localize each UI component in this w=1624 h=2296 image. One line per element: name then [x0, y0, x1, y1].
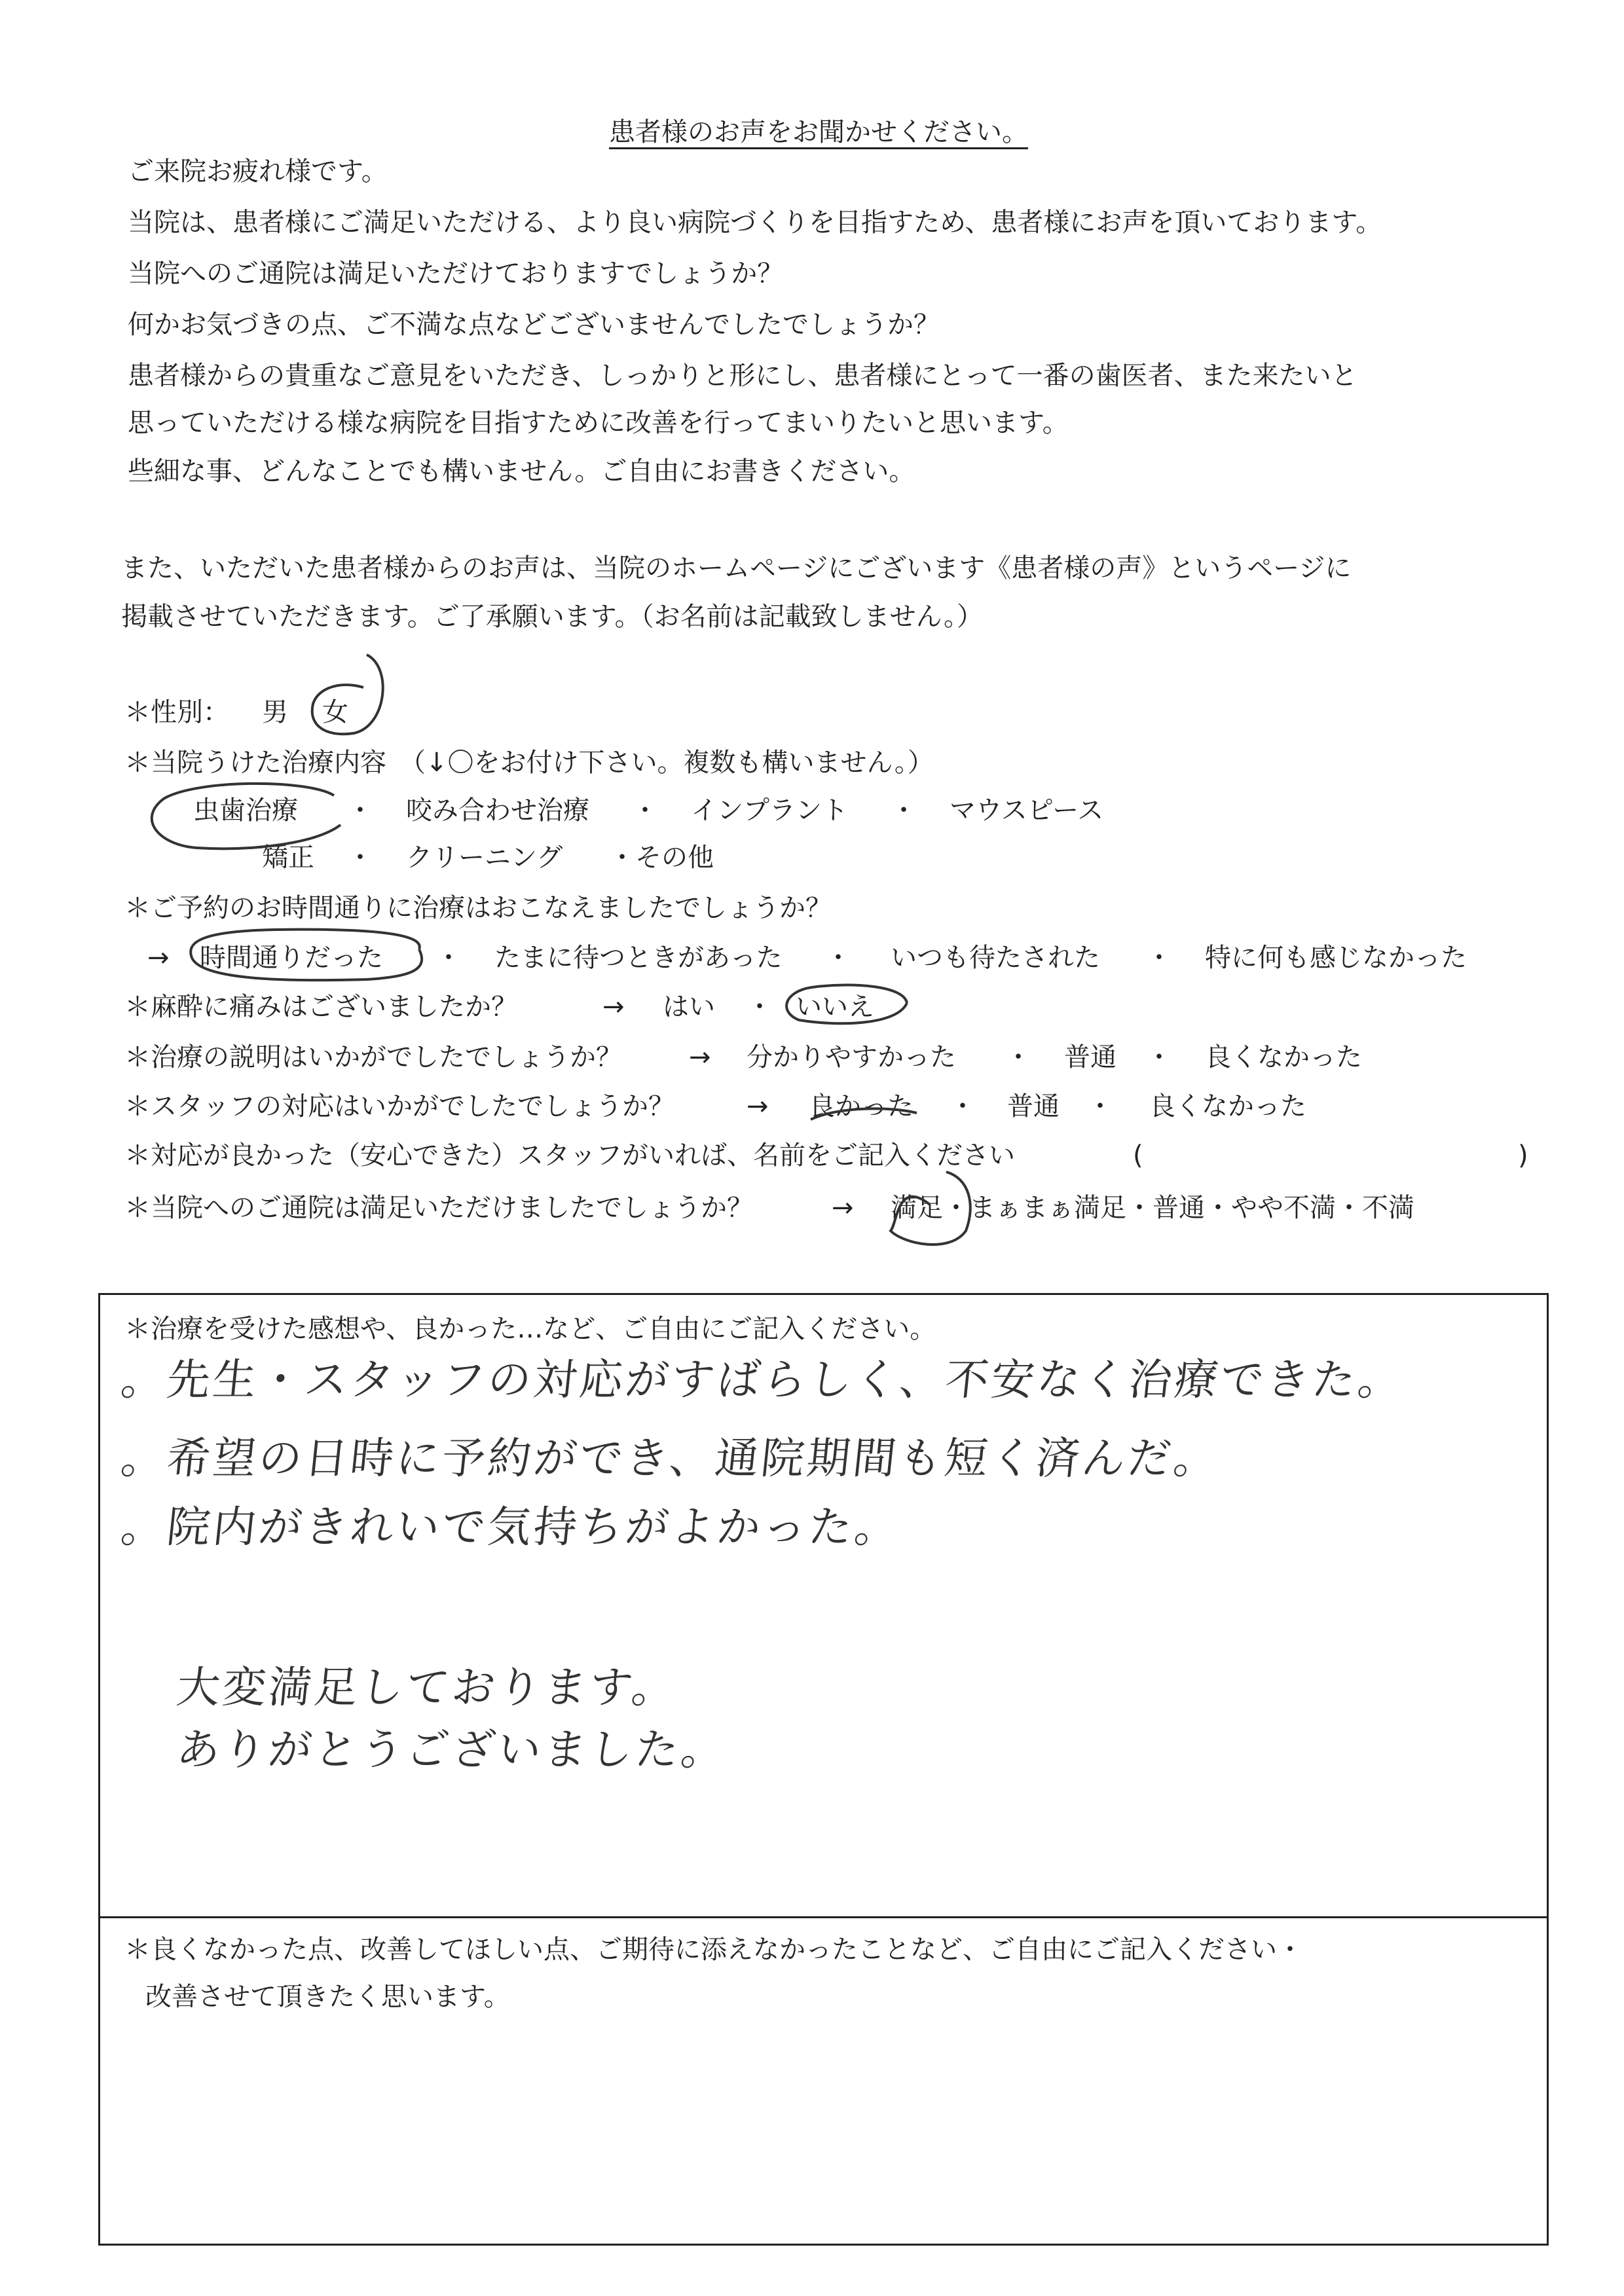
separator: ・	[347, 795, 373, 826]
arrow: →	[747, 1091, 769, 1121]
circle-mark	[891, 1172, 970, 1245]
timing-option-no-opinion[interactable]: 特に何も感じなかった	[1205, 943, 1467, 973]
treatment-option-cavity[interactable]: 虫歯治療	[193, 795, 298, 826]
staff-name-close-paren: )	[1518, 1140, 1528, 1171]
notice-line: 掲載させていただきます。ご了承願います。（お名前は記載致しません。）	[121, 602, 983, 632]
arrow: →	[689, 1042, 711, 1072]
staff-label: ＊スタッフの対応はいかがでしたでしょうか？	[124, 1091, 674, 1121]
pain-option-no[interactable]: いいえ	[796, 992, 874, 1022]
separator: ・	[1146, 1042, 1172, 1072]
complaints-label: ＊良くなかった点、改善してほしい点、ご期待に添えなかったことなど、ご自由にご記入ください・	[124, 1935, 1303, 1965]
treatment-option-orthodontics[interactable]: 矯正	[262, 843, 314, 873]
gender-option-female[interactable]: 女	[322, 697, 348, 727]
staff-option-normal[interactable]: 普通	[1007, 1091, 1060, 1121]
circle-mark	[191, 930, 422, 980]
arrow: →	[832, 1193, 854, 1223]
page-title: 患者様のお声をお聞かせください。	[609, 117, 1028, 147]
complaints-sub-label: 改善させて頂きたく思います。	[145, 1982, 510, 2012]
staff-option-bad[interactable]: 良くなかった	[1149, 1091, 1306, 1121]
explanation-option-clear[interactable]: 分かりやすかった	[747, 1042, 956, 1072]
circle-mark	[152, 784, 341, 848]
timing-option-always-wait[interactable]: いつも待たされた	[891, 943, 1100, 973]
treatment-option-implant[interactable]: インプラント	[691, 795, 848, 826]
arrow: →	[602, 992, 625, 1022]
handwritten-closing-line: 大変満足しております。	[174, 1662, 680, 1713]
circle-mark	[786, 985, 907, 1024]
staff-name-open-paren: (	[1133, 1140, 1143, 1171]
separator: ・	[747, 992, 773, 1022]
intro-line: 当院へのご通院は満足いただけておりますでしょうか？	[128, 259, 784, 289]
explanation-option-normal[interactable]: 普通	[1064, 1042, 1116, 1072]
intro-line: 患者様からの貴重なご意見をいただき、しっかりと形にし、患者様にとって一番の歯医者、また来たいと	[128, 361, 1357, 391]
separator: ・	[347, 843, 373, 873]
explanation-label: ＊治療の説明はいかがでしたでしょうか？	[124, 1042, 622, 1072]
treatment-label: ＊当院うけた治療内容 （↓〇をお付け下さい。複数も構いません。）	[124, 748, 934, 778]
separator: ・	[1087, 1091, 1113, 1121]
circle-mark	[811, 1108, 917, 1120]
separator: ・	[1146, 943, 1172, 973]
separator: ・	[1005, 1042, 1031, 1072]
handwritten-comment-line: 。先生・スタッフの対応がすばらしく、不安なく治療できた。	[119, 1355, 1407, 1405]
intro-line: 当院は、患者様にご満足いただける、より良い病院づくりを目指すため、患者様にお声を頂いております。	[128, 208, 1382, 238]
intro-line: ご来院お疲れ様です。	[128, 156, 388, 187]
satisfaction-option-satisfied[interactable]: 満足	[891, 1193, 943, 1223]
treatment-option-mouthpiece[interactable]: マウスピース	[950, 795, 1104, 826]
intro-line: 思っていただける様な病院を目指すために改善を行ってまいりたいと思います。	[128, 408, 1069, 438]
explanation-option-bad[interactable]: 良くなかった	[1205, 1042, 1362, 1072]
arrow: →	[147, 943, 170, 973]
staff-name-label: ＊対応が良かった（安心できた）スタッフがいれば、名前をご記入ください	[124, 1140, 1015, 1171]
satisfaction-other-options[interactable]: ・まぁまぁ満足・普通・やや不満・不満	[943, 1193, 1414, 1223]
satisfaction-label: ＊当院へのご通院は満足いただけましたでしょうか？	[124, 1193, 753, 1223]
separator: ・	[891, 795, 917, 826]
intro-line: 何かお気づきの点、ご不満な点などございませんでしたでしょうか？	[128, 310, 940, 340]
staff-option-good[interactable]: 良かった	[809, 1091, 913, 1121]
timing-option-sometimes-wait[interactable]: たまに待つときがあった	[494, 943, 783, 973]
treatment-option-bite[interactable]: 咬み合わせ治療	[406, 795, 589, 826]
separator: ・	[950, 1091, 976, 1121]
circle-mark	[312, 655, 383, 734]
handwritten-comment-line: 。希望の日時に予約ができ、通院期間も短く済んだ。	[119, 1433, 1223, 1484]
impressions-label: ＊治療を受けた感想や、良かった…など、ご自由にご記入ください。	[124, 1314, 936, 1344]
handwritten-closing-line: ありがとうございました。	[174, 1724, 730, 1775]
separator: ・	[435, 943, 462, 973]
intro-line: 些細な事、どんなことでも構いません。ご自由にお書きください。	[128, 456, 915, 486]
treatment-option-cleaning[interactable]: クリーニング	[406, 843, 563, 873]
notice-line: また、いただいた患者様からのお声は、当院のホームページにございます《患者様の声》というページに	[121, 553, 1352, 583]
timing-label: ＊ご予約のお時間通りに治療はおこなえましたでしょうか？	[124, 893, 832, 923]
pain-label: ＊麻酔に痛みはございましたか？	[124, 992, 517, 1022]
separator: ・	[632, 795, 658, 826]
gender-label: ＊性別：	[124, 697, 229, 727]
pain-option-yes[interactable]: はい	[663, 992, 715, 1022]
handwritten-comment-line: 。院内がきれいで気持ちがよかった。	[119, 1502, 904, 1552]
treatment-option-other[interactable]: ・その他	[609, 843, 714, 873]
timing-option-on-time[interactable]: 時間通りだった	[200, 943, 383, 973]
separator: ・	[825, 943, 851, 973]
gender-option-male[interactable]: 男	[262, 697, 288, 727]
